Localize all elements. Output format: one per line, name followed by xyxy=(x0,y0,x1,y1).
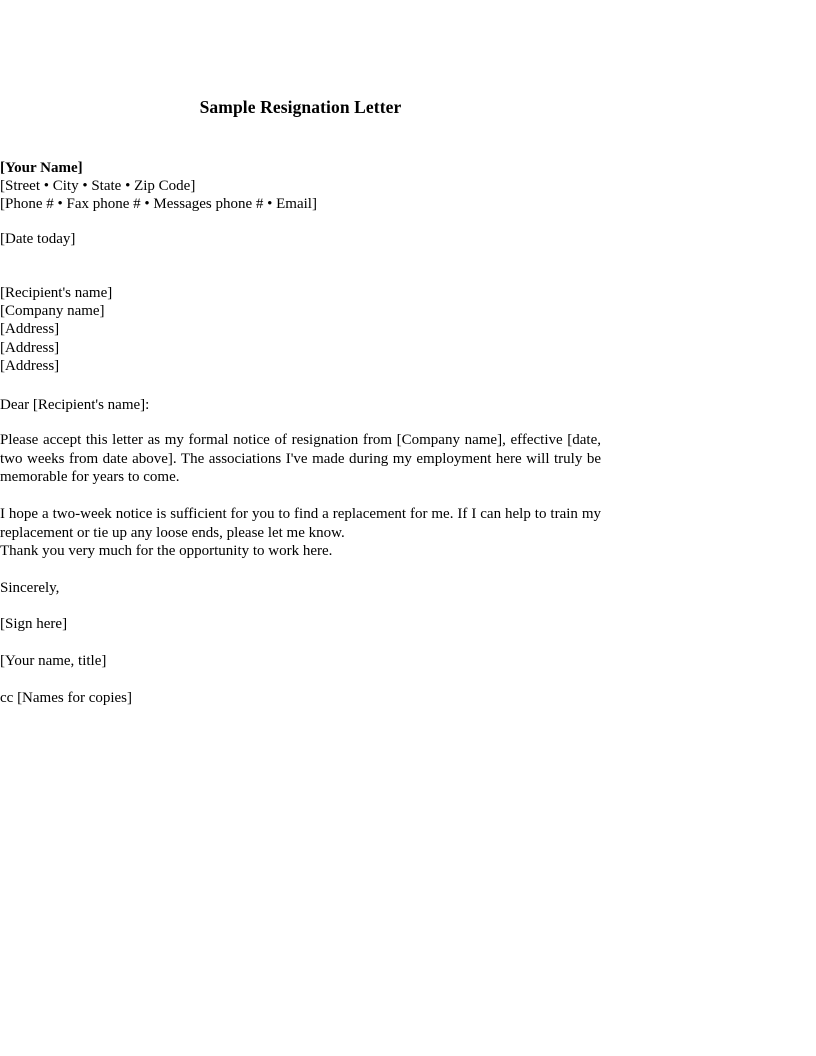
body-paragraph-2 xyxy=(0,505,601,561)
recipient-address-3: [Address] xyxy=(0,357,60,374)
signer-name-title: [Your name, title] xyxy=(0,653,107,669)
sender-address-line: [Street • City • State • Zip Code] xyxy=(0,178,196,195)
closing-valediction-block xyxy=(0,579,601,597)
closing-valediction: Sincerely, xyxy=(0,580,60,596)
body-paragraph-1: Please accept this letter as my formal notice of resignation from [Company name], effective [date, two weeks from date above]. The associations I've made during my employment here will truly be memorable for years to come. xyxy=(0,432,601,486)
page-title: Sample Resignation Letter xyxy=(199,97,402,117)
recipient-name: [Recipient's name] xyxy=(0,285,113,301)
date-block xyxy=(0,230,601,248)
cc-line: cc [Names for copies] xyxy=(0,690,133,706)
signature-placeholder: [Sign here] xyxy=(0,616,68,632)
recipient-address-2: [Address] xyxy=(0,339,60,356)
cc-block xyxy=(0,689,601,707)
body-paragraph-2-main: I hope a two-week notice is sufficient for you to find a replacement for me. If I can help to train my replacement or tie up any loose ends, please let me know. xyxy=(0,506,601,541)
recipient-block xyxy=(0,284,601,375)
recipient-address-1: [Address] xyxy=(0,321,60,338)
signature-block xyxy=(0,615,601,633)
body-paragraph-2-thanks: Thank you very much for the opportunity to work here. xyxy=(0,543,333,560)
letter-date: [Date today] xyxy=(0,231,76,247)
recipient-company: [Company name] xyxy=(0,303,105,320)
sender-contact-line: [Phone # • Fax phone # • Messages phone # • Email] xyxy=(0,196,317,213)
sender-name: [Your Name] xyxy=(0,160,83,176)
salutation: Dear [Recipient's name]: xyxy=(0,397,150,413)
sender-block xyxy=(0,159,601,214)
signer-name-title-block xyxy=(0,652,601,670)
salutation-block xyxy=(0,396,601,414)
